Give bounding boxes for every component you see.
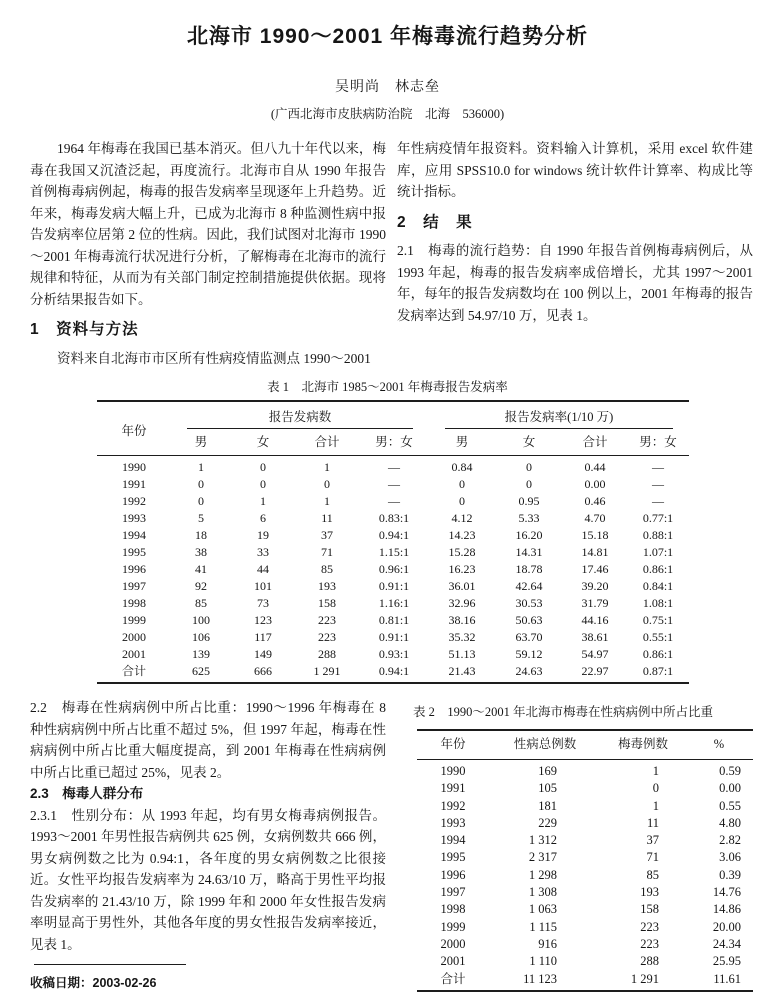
table2 <box>417 729 753 992</box>
table-cell: 0.84:1 <box>642 579 674 593</box>
section1-paragraph: 资料来自北海市市区所有性病疫情监测点 1990～2001 <box>57 350 371 366</box>
table-cell: 1 <box>652 764 659 778</box>
table-cell: 1 298 <box>528 867 557 882</box>
table-cell: 1 <box>652 798 659 813</box>
table-cell: 32.96 <box>448 596 476 610</box>
table-cell: 149 <box>254 647 272 661</box>
table-cell: 1990 <box>440 764 466 778</box>
table-cell: 0.94:1 <box>378 664 410 678</box>
table-cell: 105 <box>538 781 557 796</box>
table-cell: 14.23 <box>448 528 476 542</box>
table-cell: 15.28 <box>448 545 476 559</box>
left-column-upper <box>30 138 386 369</box>
right-column-lower <box>397 697 753 992</box>
table-row <box>97 578 689 595</box>
table-cell: 24.63 <box>515 664 543 678</box>
table1-block <box>0 377 775 684</box>
table-cell: 193 <box>640 885 659 900</box>
table-cell: 181 <box>538 798 557 813</box>
footnote-rule <box>34 964 186 965</box>
table-cell: 100 <box>192 613 210 627</box>
table-cell: 11 123 <box>523 971 557 986</box>
table-row <box>417 884 753 901</box>
table-cell: 1993 <box>440 815 466 830</box>
paper-title: 北海市 1990～2001 年梅毒流行趋势分析 <box>186 25 589 48</box>
table-cell: 1.08:1 <box>642 596 674 610</box>
table1-year-header: 年份 <box>97 401 171 456</box>
table-cell: 0 <box>459 477 465 491</box>
table-cell: 0 <box>526 477 532 491</box>
table-cell: 1 110 <box>529 954 557 969</box>
table-cell: 5.33 <box>518 511 540 525</box>
table-cell: 0 <box>459 494 465 508</box>
table1-counts-group-label: 报告发病数 <box>187 405 413 429</box>
table2-header-std-total: 性病总例数 <box>489 730 601 760</box>
table-cell: 1 <box>198 460 204 474</box>
table-cell: 31.79 <box>581 596 609 610</box>
table-cell: 1996 <box>122 562 146 576</box>
table-cell: 666 <box>254 664 272 678</box>
table-row <box>417 815 753 832</box>
table-cell: 288 <box>640 954 659 969</box>
table-cell: 41 <box>195 562 207 576</box>
table-cell: 1 308 <box>528 885 557 900</box>
table-cell: 1 291 <box>630 971 659 986</box>
table-cell: 2001 <box>122 647 146 661</box>
table-cell: 2001 <box>440 954 466 969</box>
table-cell: 0.84 <box>451 460 473 474</box>
table-cell: 11 <box>646 815 659 830</box>
table-cell: 106 <box>192 630 210 644</box>
table-row <box>417 867 753 884</box>
table-cell: 158 <box>640 902 659 917</box>
table-cell: 合计 <box>121 664 146 678</box>
left-column-lower <box>30 697 386 992</box>
table-cell: 0.77:1 <box>642 511 674 525</box>
table-cell: 0 <box>526 460 532 474</box>
intro-paragraph: 1964 年梅毒在我国已基本消灭。但八九十年代以来，梅毒在我国又沉渣泛起，再度流行。北海市自从 1990 年报告首例梅毒病例起，梅毒的报告发病率呈现逐年上升趋势。近年来，梅毒发病大幅上升，已成为北海市 8 种监测性病中报告发病率位居第 2 位的性病。因此，我们试图对北海市 1990～2001 年梅毒流行状况进行分析，了解梅毒在北海市的流行规律和特征，从而为有关部门制定控制措施提供依据。现将分析结果报告如下。 <box>30 141 386 307</box>
table-cell: 4.70 <box>584 511 606 525</box>
table-cell: 1994 <box>122 528 146 542</box>
section-2-1-paragraph: 2.1 梅毒的流行趋势：自 1990 年报告首例梅毒病例后，从 1993 年起，梅毒的报告发病率成倍增长，尤其 1997～2001 年，每年的报告发病数均在 100 例以上，2001 年梅毒的报告发病率达到 54.97/10 万，见表 1。 <box>397 243 753 323</box>
table-cell: 1995 <box>440 850 466 865</box>
table1-subheader-ratio-rate: 男：女 <box>627 429 689 456</box>
table1-subheader-total-count: 合计 <box>295 429 359 456</box>
table-cell: 0 <box>260 460 266 474</box>
received-date: 收稿日期：2003-02-26 <box>30 976 157 990</box>
table-cell: 30.53 <box>515 596 543 610</box>
table-cell: 0.87:1 <box>642 664 674 678</box>
table1-subheader-male-count: 男 <box>171 429 231 456</box>
table-cell: 42.64 <box>515 579 543 593</box>
table-cell: — <box>388 460 400 474</box>
table-cell: 2 317 <box>528 850 557 865</box>
section1-paragraph-continued: 年性病疫情年报资料。资料输入计算机，采用 excel 软件建库，应用 SPSS10.0 for windows 统计软件计算率、构成比等统计指标。 <box>397 141 753 199</box>
right-column-upper <box>397 138 753 369</box>
table-cell: 0.39 <box>719 867 741 882</box>
table-cell: 22.97 <box>581 664 609 678</box>
table-cell: 2000 <box>440 936 466 951</box>
table-cell: 0.83:1 <box>378 511 410 525</box>
table-row <box>97 510 689 527</box>
table-cell: 1 063 <box>528 902 557 917</box>
table-row <box>417 760 753 781</box>
table-cell: — <box>652 494 664 508</box>
table-cell: 37 <box>321 528 333 542</box>
table-cell: 38 <box>195 545 207 559</box>
table-row <box>97 456 689 477</box>
table-cell: 0.96:1 <box>378 562 410 576</box>
table-cell: 1 312 <box>528 833 557 848</box>
table-cell: 14.86 <box>712 902 741 917</box>
table-cell: 18.78 <box>515 562 543 576</box>
table-cell: 5 <box>198 511 204 525</box>
table-cell: 0.91:1 <box>378 630 410 644</box>
table-cell: 16.20 <box>515 528 543 542</box>
table-cell: 92 <box>195 579 207 593</box>
table-cell: — <box>388 494 400 508</box>
table-row <box>417 849 753 866</box>
table-row <box>97 595 689 612</box>
table-cell: 14.76 <box>712 885 741 900</box>
table-cell: 1.07:1 <box>642 545 674 559</box>
table-cell: 1 <box>324 460 330 474</box>
table-cell: 0 <box>324 477 330 491</box>
table-cell: 0.46 <box>584 494 606 508</box>
table-cell: 24.34 <box>712 936 741 951</box>
table-cell: 0.88:1 <box>642 528 674 542</box>
table-cell: 37 <box>646 833 659 848</box>
table-cell: 0.44 <box>584 460 606 474</box>
table-cell: 625 <box>192 664 210 678</box>
table-cell: 0 <box>198 477 204 491</box>
table-cell: 229 <box>538 815 557 830</box>
table-cell: 139 <box>192 647 210 661</box>
table-cell: 17.46 <box>581 562 609 576</box>
table1-subheader-female-rate: 女 <box>495 429 563 456</box>
table-cell: 1992 <box>122 494 146 508</box>
table-cell: 54.97 <box>581 647 609 661</box>
table-cell: 117 <box>254 630 272 644</box>
table-cell: 0.00 <box>584 477 606 491</box>
table-cell: 3.06 <box>719 850 741 865</box>
table-cell: 0 <box>652 781 659 796</box>
table-cell: 6 <box>260 511 266 525</box>
table-cell: 0 <box>260 477 266 491</box>
table1-subheader-total-rate: 合计 <box>563 429 627 456</box>
table-cell: 169 <box>538 764 557 778</box>
table-row <box>417 971 753 991</box>
table-cell: 1992 <box>440 798 466 813</box>
table-cell: 0.94:1 <box>378 528 410 542</box>
table-cell: 50.63 <box>515 613 543 627</box>
table-cell: 0.91:1 <box>378 579 410 593</box>
table1-rates-group-header <box>429 401 689 429</box>
table-cell: 1997 <box>122 579 146 593</box>
table2-header-syphilis-cases: 梅毒例数 <box>601 730 685 760</box>
table-cell: 0.81:1 <box>378 613 410 627</box>
table-row <box>417 936 753 953</box>
table-cell: 20.00 <box>712 919 741 934</box>
lower-columns <box>0 697 775 992</box>
table-cell: 1 115 <box>529 919 557 934</box>
table2-header-percent: % <box>685 730 753 760</box>
table-cell: 85 <box>321 562 333 576</box>
table1-subheader-ratio-count: 男：女 <box>359 429 429 456</box>
table-cell: 4.80 <box>719 815 741 830</box>
table-row <box>417 780 753 797</box>
table-cell: 1991 <box>122 477 146 491</box>
table-row <box>417 919 753 936</box>
table-cell: 223 <box>318 613 336 627</box>
table-row <box>97 663 689 683</box>
table-cell: 1999 <box>122 613 146 627</box>
table1-subheader-female-count: 女 <box>231 429 295 456</box>
table-cell: 85 <box>646 867 659 882</box>
table-cell: 51.13 <box>448 647 476 661</box>
table1-title: 表 1 北海市 1985～2001 年梅毒报告发病率 <box>267 380 508 394</box>
table-cell: 38.61 <box>581 630 609 644</box>
table-cell: 0.59 <box>719 764 741 778</box>
table-cell: 25.95 <box>712 954 741 969</box>
table-cell: 15.18 <box>581 528 609 542</box>
table-row <box>417 832 753 849</box>
table-cell: 0 <box>198 494 204 508</box>
table-row <box>417 953 753 970</box>
table-cell: 1.16:1 <box>378 596 410 610</box>
table-cell: 0.75:1 <box>642 613 674 627</box>
section-2-3-1-paragraph: 2.3.1 性别分布：从 1993 年起，均有男女梅毒病例报告。1993～2001 年男性报告病例共 625 例，女病例数共 666 例，男女病例数之比为 0.94:1，各年度的男女病例数之比很接近。女性平均报告发病率为 24.63/10 万，略高于男性平均报告发病率的 21.43/10 万，除 1999 年和 2000 年女性报告发病率明显高于男性外，其他各年度的男女性报告发病率接近，见表 1。 <box>30 807 386 952</box>
section1-heading: 1 资料与方法 <box>30 321 139 338</box>
table-cell: 288 <box>318 647 336 661</box>
table-cell: 1998 <box>440 902 466 917</box>
table-cell: 71 <box>646 850 659 865</box>
table-cell: 0.93:1 <box>378 647 410 661</box>
table-cell: 1 <box>324 494 330 508</box>
table-row <box>97 629 689 646</box>
table-cell: 1998 <box>122 596 146 610</box>
table-cell: 1999 <box>440 919 466 934</box>
authors: 吴明尚 林志垒 <box>335 80 440 95</box>
table-cell: 1996 <box>440 867 466 882</box>
table-row <box>97 544 689 561</box>
table-cell: 14.31 <box>515 545 543 559</box>
table-cell: 1991 <box>440 781 466 796</box>
section-2-3-heading: 2.3 梅毒人群分布 <box>30 786 144 801</box>
table-cell: 2.82 <box>719 833 741 848</box>
table-row <box>97 646 689 663</box>
table-cell: 38.16 <box>448 613 476 627</box>
table1 <box>97 400 689 684</box>
table-cell: 1990 <box>122 460 146 474</box>
table2-body <box>417 760 753 991</box>
table-cell: 0.86:1 <box>642 647 674 661</box>
table-cell: 0.86:1 <box>642 562 674 576</box>
table-cell: 916 <box>538 936 557 951</box>
table-cell: 11 <box>321 511 333 525</box>
table-row <box>97 527 689 544</box>
table1-subheader-male-rate: 男 <box>429 429 495 456</box>
table-cell: 123 <box>254 613 272 627</box>
table-row <box>97 561 689 578</box>
table-cell: 158 <box>318 596 336 610</box>
table-cell: 16.23 <box>448 562 476 576</box>
table-cell: 1997 <box>440 885 466 900</box>
table-cell: 223 <box>640 919 659 934</box>
table-cell: 85 <box>195 596 207 610</box>
table-cell: 11.61 <box>713 971 741 986</box>
table-cell: 63.70 <box>515 630 543 644</box>
section-2-2-paragraph: 2.2 梅毒在性病病例中所占比重：1990～1996 年梅毒在 8 种性病病例中所占比重不超过 5%，但 1997 年起，梅毒在性病病例中所占比重大幅度提高，到 2001 年梅毒在性病病例中所占比重已超过 25%，见表 2。 <box>30 700 386 780</box>
table-cell: 36.01 <box>448 579 476 593</box>
table-cell: 71 <box>321 545 333 559</box>
table-cell: 1 291 <box>313 664 341 678</box>
table-cell: 19 <box>257 528 269 542</box>
table-cell: — <box>652 460 664 474</box>
table2-title: 表 2 1990～2001 年北海市梅毒在性病病例中所占比重 <box>413 705 714 719</box>
table-cell: 39.20 <box>581 579 609 593</box>
table-row <box>417 901 753 918</box>
table-cell: 1.15:1 <box>378 545 410 559</box>
table-cell: 0.00 <box>719 781 741 796</box>
table-cell: 44.16 <box>581 613 609 627</box>
table-cell: 1 <box>260 494 266 508</box>
table-cell: 14.81 <box>581 545 609 559</box>
table-cell: 1993 <box>122 511 146 525</box>
table-cell: 193 <box>318 579 336 593</box>
table-cell: 0.55 <box>719 798 741 813</box>
table-row <box>97 476 689 493</box>
table-cell: 1994 <box>440 833 466 848</box>
table-row <box>97 493 689 510</box>
table-cell: 合计 <box>440 971 466 986</box>
table-cell: 0.95 <box>518 494 540 508</box>
table-cell: — <box>388 477 400 491</box>
table-row <box>97 612 689 629</box>
table-cell: 33 <box>257 545 269 559</box>
section2-heading: 2 结 果 <box>397 213 473 231</box>
table-cell: 44 <box>257 562 269 576</box>
table1-body <box>97 456 689 684</box>
upper-columns <box>0 138 775 369</box>
table-cell: 101 <box>254 579 272 593</box>
table1-counts-group-header <box>171 401 429 429</box>
table-cell: 18 <box>195 528 207 542</box>
table2-header-year: 年份 <box>417 730 489 760</box>
table-cell: — <box>652 477 664 491</box>
table-cell: 73 <box>257 596 269 610</box>
table-cell: 1995 <box>122 545 146 559</box>
table-cell: 4.12 <box>451 511 473 525</box>
table-cell: 223 <box>640 936 659 951</box>
table-cell: 59.12 <box>515 647 543 661</box>
table-cell: 35.32 <box>448 630 476 644</box>
table-cell: 2000 <box>122 630 146 644</box>
affiliation: (广西北海市皮肤病防治院 北海 536000) <box>270 107 505 121</box>
table-cell: 223 <box>318 630 336 644</box>
table-row <box>417 798 753 815</box>
table-cell: 0.55:1 <box>642 630 674 644</box>
table1-rates-group-label: 报告发病率(1/10 万) <box>445 405 673 429</box>
table-cell: 21.43 <box>448 664 476 678</box>
